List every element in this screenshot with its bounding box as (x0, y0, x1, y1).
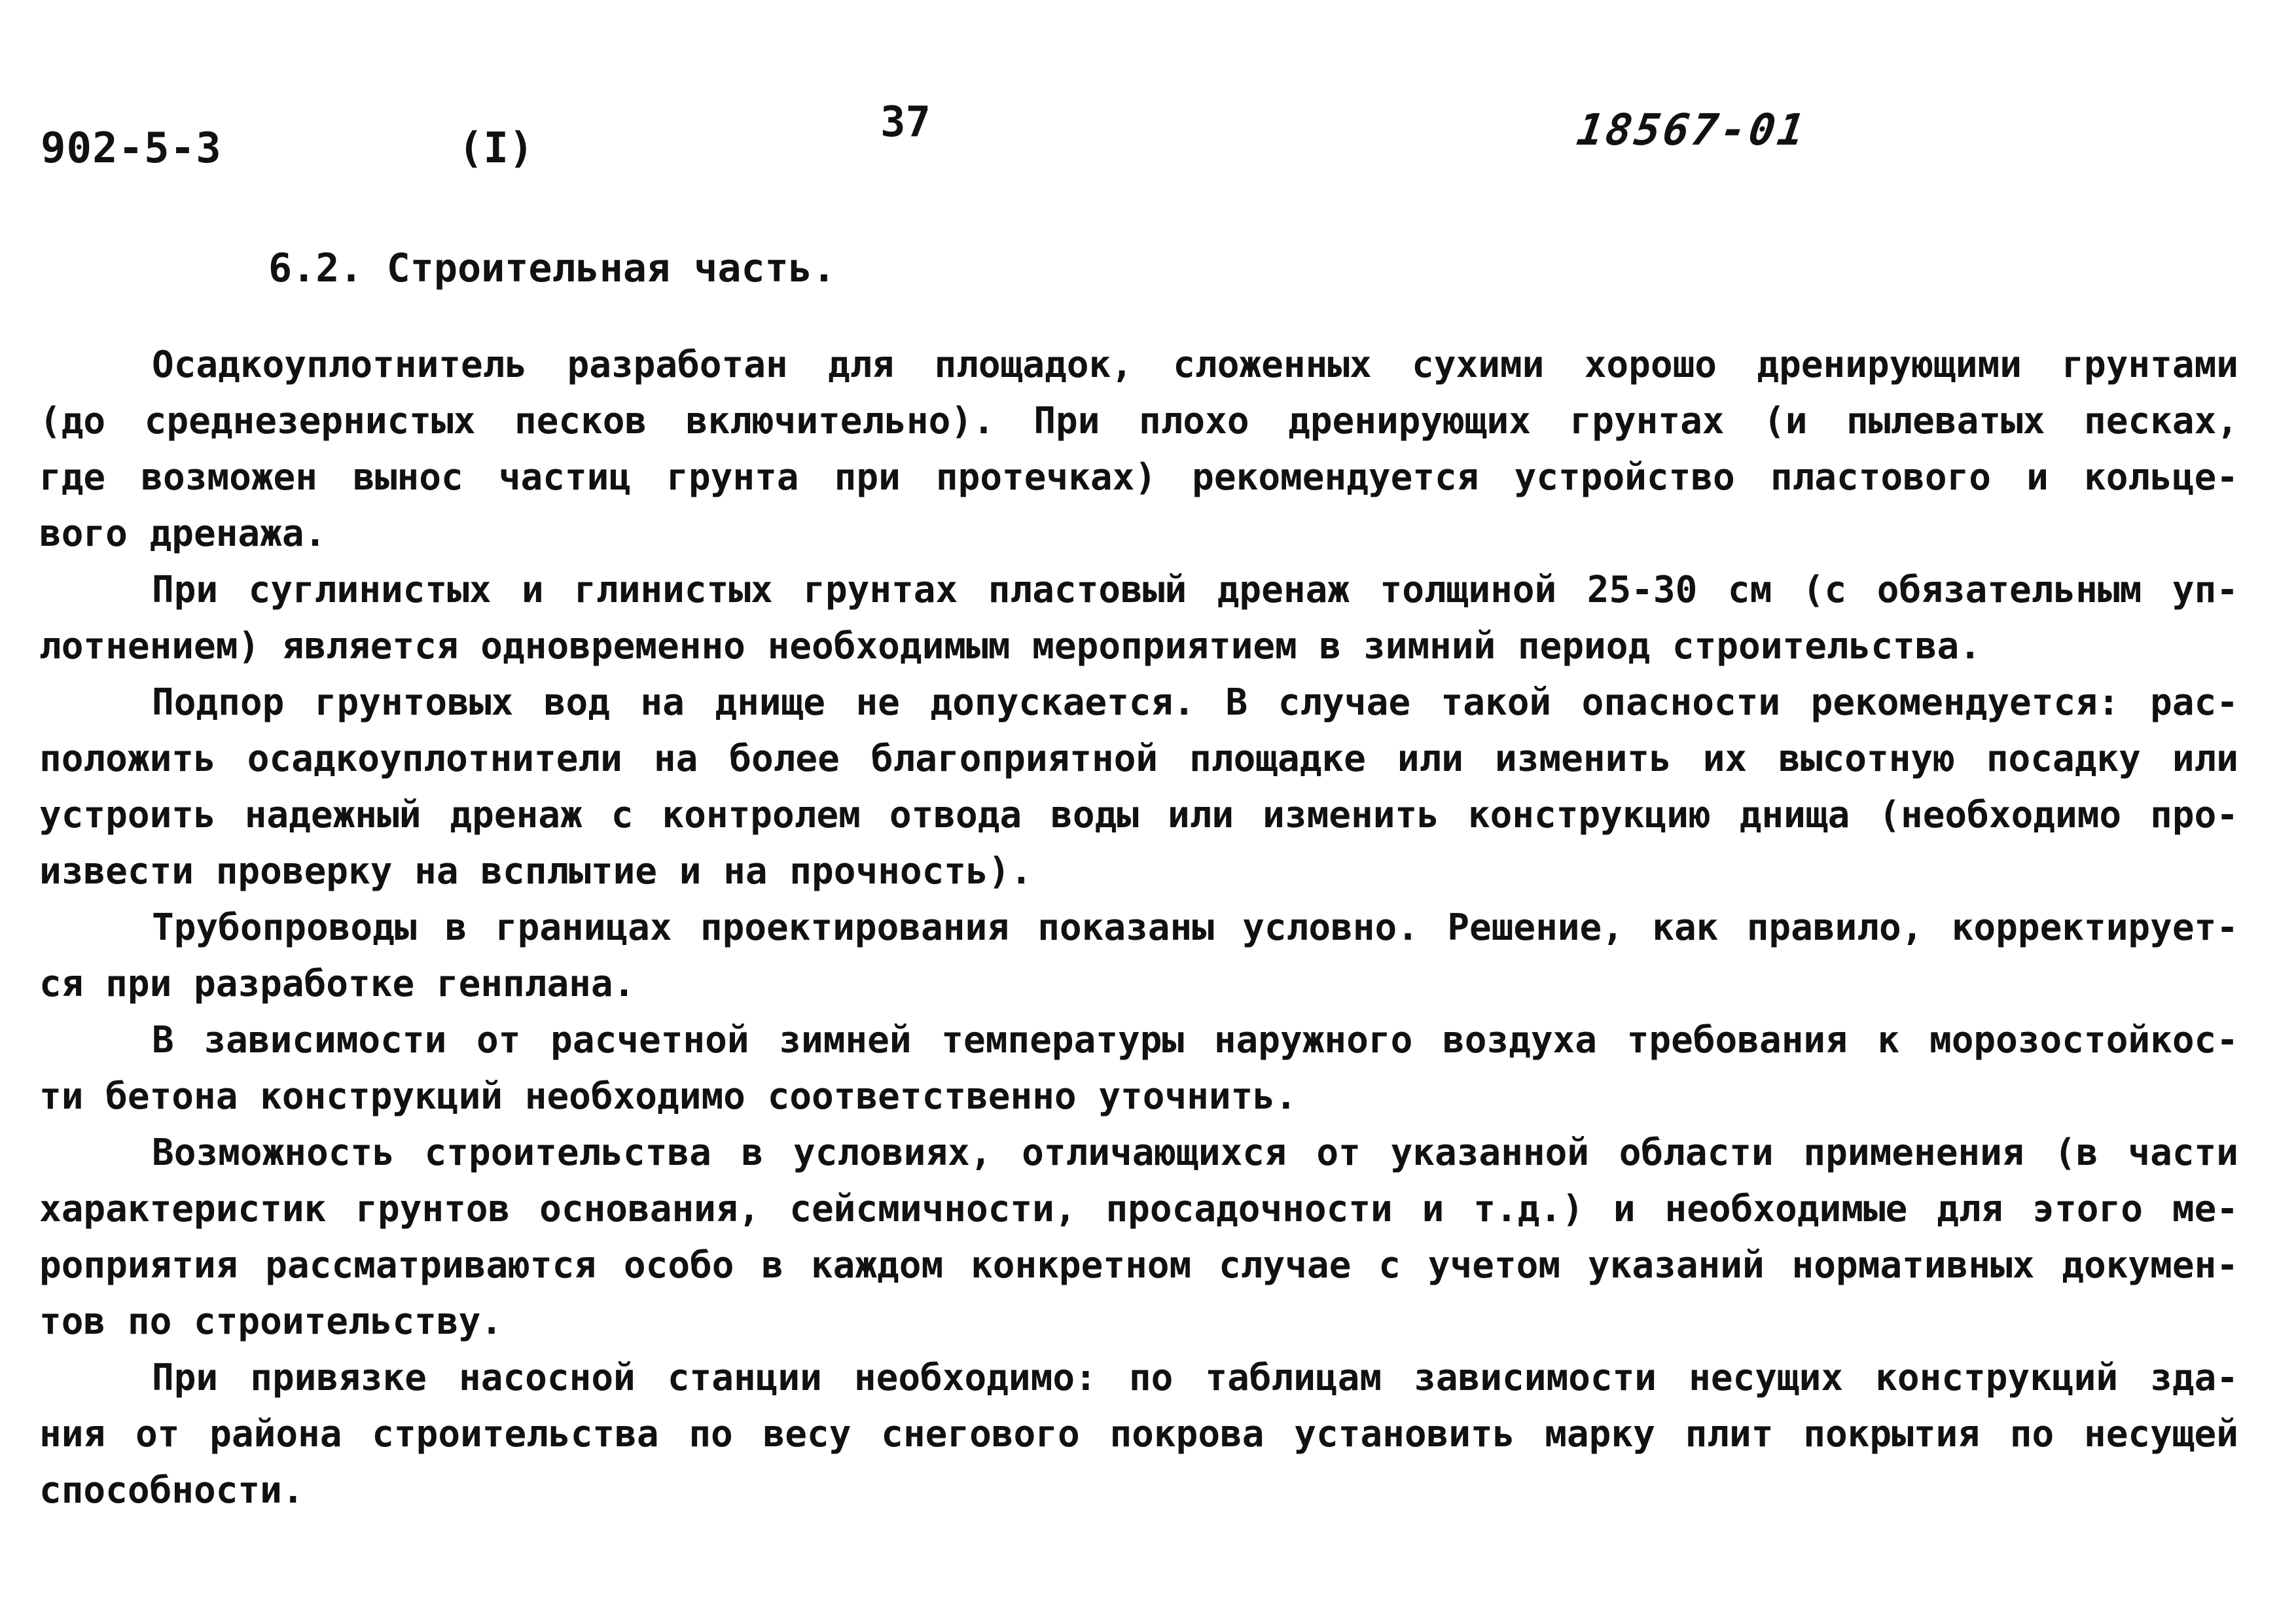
paragraph-line: При суглинистых и глинистых грунтах пластовый дренаж толщиной 25-30 см (с обязательным уп- (152, 569, 2238, 611)
document-code: 902-5-3 (41, 124, 222, 173)
paragraph-line: где возможен вынос частиц грунта при протечках) рекомендуется устройство пластового и кольце- (39, 456, 2238, 499)
paragraph-line: ти бетона конструкций необходимо соответственно уточнить. (39, 1075, 1297, 1118)
paragraph-line: ния от района строительства по весу снегового покрова установить марку плит покрытия по несущей (39, 1413, 2238, 1455)
paragraph-line: При привязке насосной станции необходимо: по таблицам зависимости несущих конструкций зда- (152, 1357, 2238, 1399)
part-mark: (I) (458, 124, 534, 173)
paragraph-line: Трубопроводы в границах проектирования показаны условно. Решение, как правило, корректирует- (152, 906, 2238, 949)
paragraph-line: Возможность строительства в условиях, отличающихся от указанной области применения (в части (152, 1132, 2238, 1174)
section-heading: 6.2. Строительная часть. (268, 245, 836, 291)
paragraph-line: ся при разработке генплана. (39, 963, 636, 1005)
paragraph-line: Подпор грунтовых вод на днище не допускается. В случае такой опасности рекомендуется: рас- (152, 681, 2238, 724)
paragraph (39, 675, 2238, 900)
archive-number: 18567-01 (1573, 105, 1810, 155)
paragraph (39, 1012, 2238, 1125)
paragraph-line: (до среднезернистых песков включительно). При плохо дренирующих грунтах (и пылеватых песках, (39, 400, 2238, 442)
paragraph-line: характеристик грунтов основания, сейсмичности, просадочности и т.д.) и необходимые для этого ме- (39, 1188, 2238, 1230)
paragraph (39, 1350, 2238, 1519)
paragraph (39, 900, 2238, 1012)
paragraph-line: вого дренажа. (39, 512, 327, 555)
paragraph (39, 337, 2238, 562)
paragraph-line: способности. (39, 1469, 304, 1512)
paragraph-line: Осадкоуплотнитель разработан для площадок, сложенных сухими хорошо дренирующими грунтами (152, 344, 2238, 386)
paragraph-line: лотнением) является одновременно необходимым мероприятием в зимний период строительства. (39, 625, 1981, 668)
paragraph-line: В зависимости от расчетной зимней температуры наружного воздуха требования к морозостойкос- (152, 1019, 2238, 1061)
paragraph (39, 1125, 2238, 1350)
paragraph-line: положить осадкоуплотнители на более благоприятной площадке или изменить их высотную посадку или (39, 738, 2238, 780)
page-number: 37 (880, 98, 931, 147)
paragraph-line: извести проверку на всплытие и на прочность). (39, 850, 1033, 893)
paragraph (39, 562, 2238, 675)
paragraph-line: роприятия рассматриваются особо в каждом конкретном случае с учетом указаний нормативных докумен- (39, 1244, 2238, 1287)
paragraph-line: устроить надежный дренаж с контролем отвода воды или изменить конструкцию днища (необходимо про- (39, 794, 2238, 836)
body-text (39, 337, 2238, 1519)
paragraph-line: тов по строительству. (39, 1300, 503, 1343)
